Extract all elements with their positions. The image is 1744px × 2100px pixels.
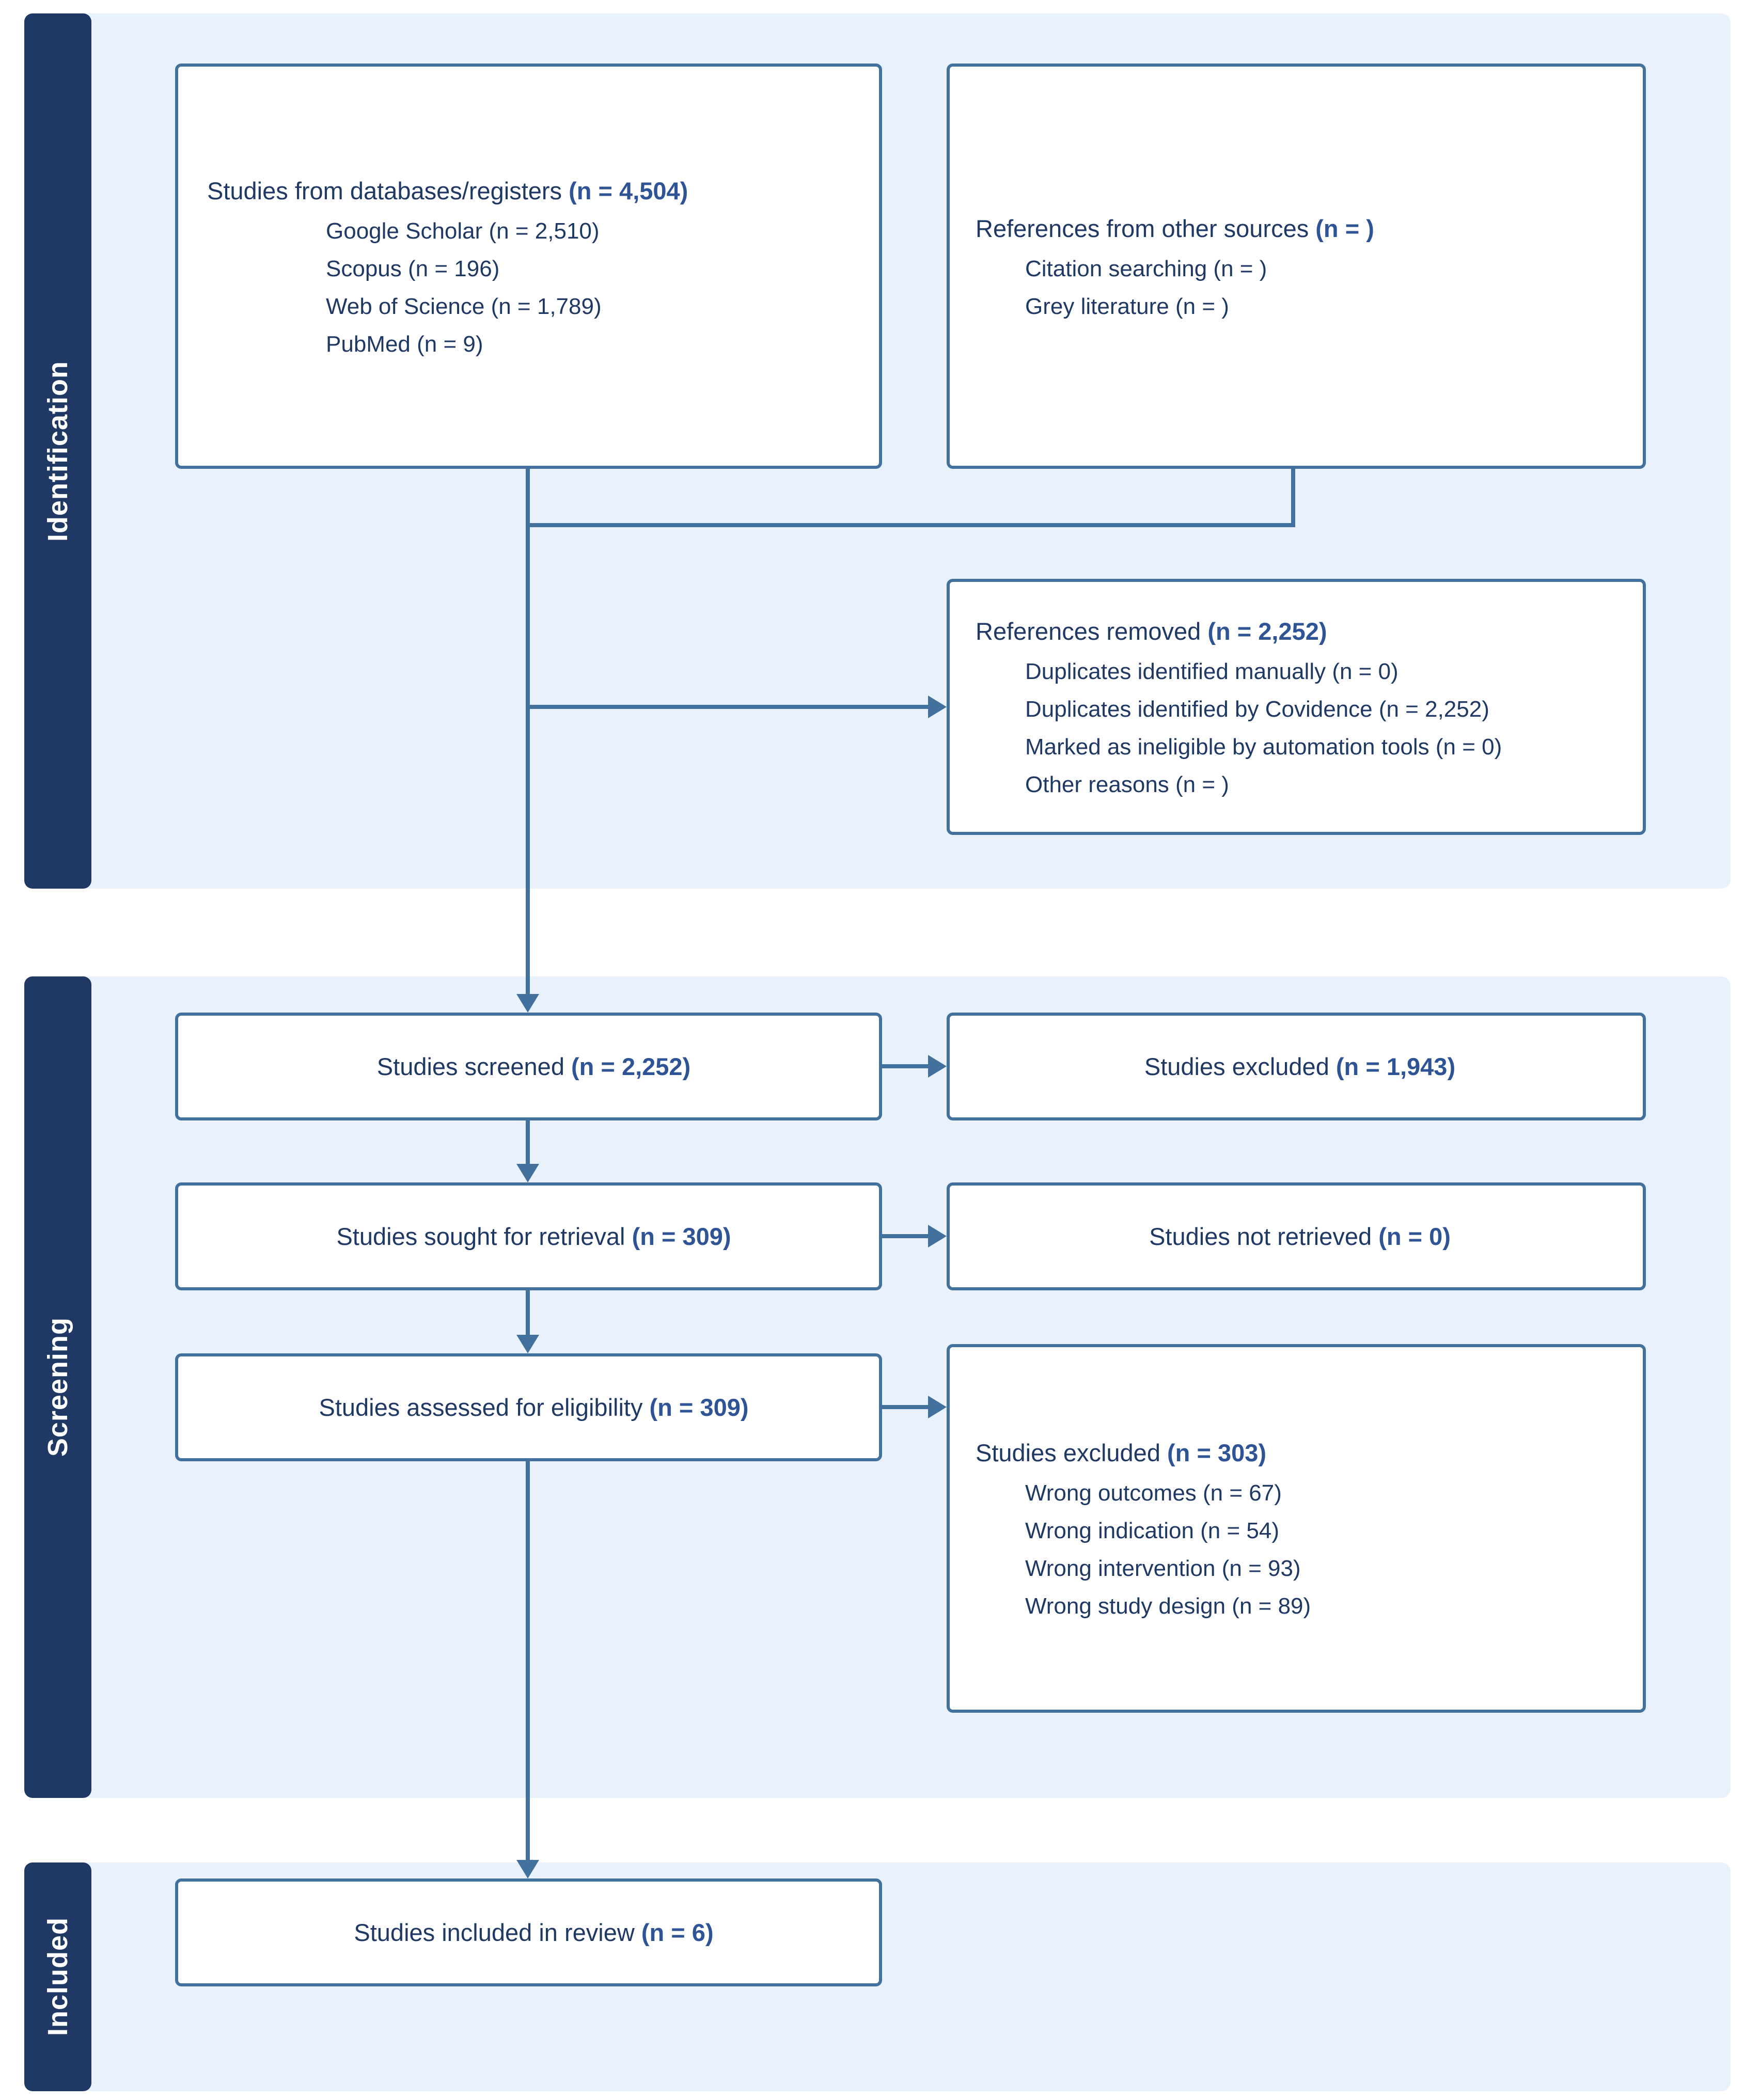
box-excluded-screening-label: Studies excluded	[1144, 1052, 1336, 1080]
box-excluded-eligibility	[947, 1344, 1646, 1713]
arrow-screened-to-excluded-head	[928, 1055, 947, 1078]
box-references-removed-title	[976, 610, 1624, 653]
box-references-removed-label: References removed	[976, 618, 1208, 645]
arrow-assessed-to-included-line	[526, 1461, 530, 1862]
arrow-sought-to-assessed-head	[516, 1335, 539, 1353]
arrow-databases-to-screened-head	[516, 994, 539, 1013]
box-included-review-count: (n = 6)	[641, 1918, 714, 1946]
box-sought-label: Studies sought for retrieval	[336, 1222, 632, 1250]
box-databases-label: Studies from databases/registers	[207, 177, 569, 204]
box-excluded-screening-count: (n = 1,943)	[1336, 1052, 1456, 1080]
box-included-review-title	[354, 1912, 713, 1954]
list-item: PubMed (n = 9)	[326, 331, 483, 357]
list-item: Scopus (n = 196)	[326, 256, 500, 281]
screening-phase-bar	[24, 976, 91, 1798]
included-phase-bar	[24, 1862, 91, 2091]
box-references-removed-items	[976, 653, 1624, 803]
arrow-assessed-to-included-head	[516, 1860, 539, 1878]
list-item: Web of Science (n = 1,789)	[326, 293, 602, 319]
list-item: Other reasons (n = )	[1025, 772, 1229, 797]
arrow-to-references-removed-head	[928, 696, 947, 718]
arrow-sought-to-assessed-line	[526, 1290, 530, 1337]
box-screened-title	[377, 1046, 690, 1088]
box-assessed	[175, 1353, 882, 1461]
box-excluded-eligibility-label: Studies excluded	[976, 1439, 1168, 1466]
box-references-removed	[947, 579, 1646, 835]
phase-label-included: Included	[42, 1917, 73, 2036]
list-item: Wrong study design (n = 89)	[1025, 1593, 1311, 1619]
box-other-sources-count: (n = )	[1315, 214, 1374, 242]
phase-label-screening: Screening	[42, 1317, 73, 1457]
list-item: Google Scholar (n = 2,510)	[326, 218, 600, 244]
list-item: Citation searching (n = )	[1025, 256, 1267, 281]
box-databases-title	[207, 170, 860, 212]
arrow-sought-to-not-retrieved-head	[928, 1225, 947, 1248]
box-included-review-label: Studies included in review	[354, 1918, 641, 1946]
box-other-sources	[947, 64, 1646, 469]
box-screened	[175, 1013, 882, 1120]
list-item: Marked as ineligible by automation tools (n = 0)	[1025, 734, 1502, 760]
box-screened-label: Studies screened	[376, 1052, 572, 1080]
box-excluded-eligibility-items	[976, 1474, 1624, 1625]
box-other-sources-items	[976, 250, 1624, 325]
box-not-retrieved-label: Studies not retrieved	[1149, 1222, 1379, 1250]
box-databases-items	[207, 212, 860, 363]
box-other-sources-label: References from other sources	[976, 214, 1316, 242]
box-not-retrieved-count: (n = 0)	[1378, 1222, 1451, 1250]
box-excluded-screening	[947, 1013, 1646, 1120]
box-excluded-screening-title	[1144, 1046, 1455, 1088]
box-sought	[175, 1182, 882, 1290]
box-not-retrieved-title	[1149, 1215, 1451, 1258]
box-databases	[175, 64, 882, 469]
list-item: Duplicates identified manually (n = 0)	[1025, 659, 1399, 684]
arrow-screened-to-sought-line	[526, 1120, 530, 1166]
list-item: Wrong indication (n = 54)	[1025, 1518, 1280, 1543]
box-references-removed-count: (n = 2,252)	[1207, 618, 1327, 645]
list-item: Grey literature (n = )	[1025, 293, 1229, 319]
list-item: Duplicates identified by Covidence (n = 2,252)	[1025, 697, 1489, 722]
list-item: Wrong outcomes (n = 67)	[1025, 1480, 1282, 1506]
box-other-sources-title	[976, 208, 1624, 250]
box-excluded-eligibility-count: (n = 303)	[1167, 1439, 1267, 1466]
arrow-assessed-to-excluded-head	[928, 1396, 947, 1418]
box-databases-count: (n = 4,504)	[569, 177, 688, 204]
arrow-screened-to-sought-head	[516, 1164, 539, 1182]
box-not-retrieved	[947, 1182, 1646, 1290]
identification-phase-bar	[24, 13, 91, 889]
connector-other-sources-vertical	[1291, 469, 1295, 527]
arrow-assessed-to-excluded-line	[882, 1405, 928, 1409]
box-assessed-count: (n = 309)	[649, 1393, 749, 1421]
box-screened-count: (n = 2,252)	[571, 1052, 691, 1080]
arrow-sought-to-not-retrieved-line	[882, 1234, 928, 1238]
box-assessed-label: Studies assessed for eligibility	[319, 1393, 650, 1421]
box-assessed-title	[319, 1386, 748, 1429]
phase-label-identification: Identification	[42, 360, 73, 542]
arrow-screened-to-excluded-line	[882, 1064, 928, 1068]
arrow-to-references-removed-line	[528, 705, 928, 709]
list-item: Wrong intervention (n = 93)	[1025, 1556, 1301, 1581]
box-excluded-eligibility-title	[976, 1432, 1624, 1474]
box-included-review	[175, 1878, 882, 1986]
arrow-databases-to-screened-line	[526, 469, 530, 996]
box-sought-count: (n = 309)	[632, 1222, 731, 1250]
connector-other-sources-horizontal	[528, 523, 1295, 527]
box-sought-title	[336, 1215, 731, 1258]
